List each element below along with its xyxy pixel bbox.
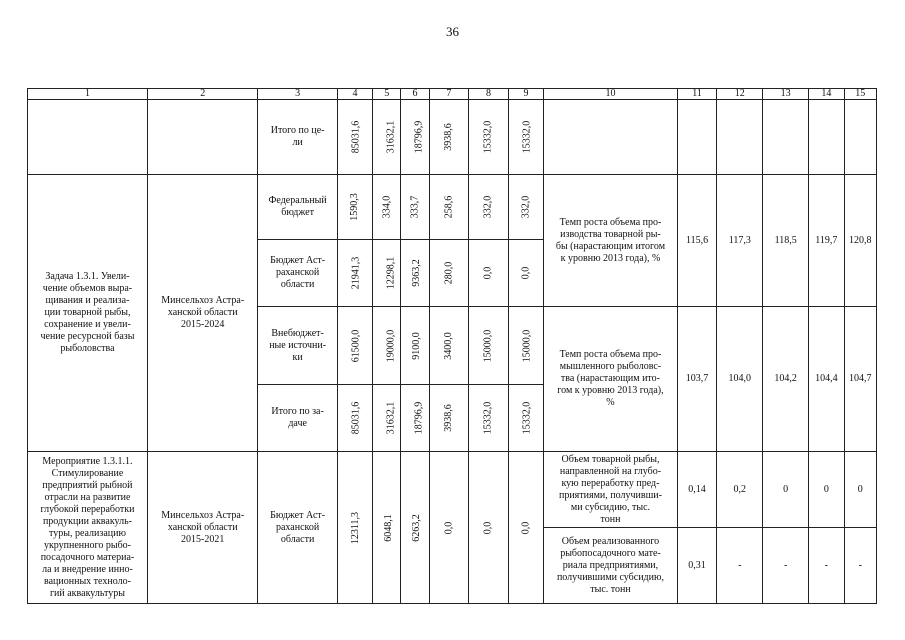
funding-value [429,100,469,175]
column-number: 7 [429,89,469,100]
funding-value [429,385,469,452]
vertical-value: 31632,1 [385,401,397,435]
vertical-value: 0,0 [519,266,531,280]
vertical-value: 15332,0 [521,120,533,154]
funding-value [469,307,509,385]
funding-value [337,452,372,604]
goal-total-row [28,100,877,175]
activity-row [28,452,877,528]
funding-value [373,100,401,175]
indicator-value: 120,8 [844,175,876,307]
funding-value [508,240,543,307]
indicator-name: Объем товарной рыбы, направленной на глубо- кую переработку пред- приятиями, получивши- ми субсидию, тыс. тонн [544,452,678,528]
funding-value [469,240,509,307]
funding-value [429,452,469,604]
column-number: 6 [401,89,429,100]
column-number: 9 [508,89,543,100]
empty-cell [28,100,148,175]
task-executor: Минсельхоз Астра- ханской области 2015-2024 [147,175,258,452]
funding-value [337,307,372,385]
vertical-value: 15332,0 [482,401,494,435]
vertical-value: 19000,0 [385,329,397,362]
column-number: 4 [337,89,372,100]
activity-executor: Минсельхоз Астра- ханской области 2015-2021 [147,452,258,604]
vertical-value: 334,0 [380,195,392,219]
indicator-value: 0 [809,452,844,528]
indicator-value: - [717,528,763,604]
indicator-name: Темп роста объема про- изводства товарной ры- бы (нарастающим итогом к уровню 2013 года), % [544,175,678,307]
funding-value [508,385,543,452]
funding-value [401,452,429,604]
column-number: 2 [147,89,258,100]
vertical-value: 18796,9 [413,401,425,435]
vertical-value: 31632,1 [385,120,397,154]
vertical-value: 0,0 [442,521,454,534]
vertical-value: 0,0 [482,266,494,280]
funding-value [508,452,543,604]
vertical-value: 6263,2 [411,513,423,542]
indicator-name: Темп роста объема про- мышленного рыболовс- тва (нарастающим ито- гом к уровню 2013 года), % [544,307,678,452]
column-number: 8 [469,89,509,100]
funding-value [469,385,509,452]
indicator-value: 104,7 [844,307,876,452]
funding-value [337,100,372,175]
indicator-value: - [844,528,876,604]
empty-cell [544,100,678,175]
funding-value [469,100,509,175]
indicator-value: 115,6 [677,175,717,307]
vertical-value: 6048,1 [382,513,394,542]
vertical-value: 0,0 [482,521,494,534]
column-number: 1 [28,89,148,100]
indicator-value: 0,2 [717,452,763,528]
column-number: 10 [544,89,678,100]
funding-value [337,240,372,307]
vertical-value: 85031,6 [350,401,361,435]
vertical-value: 15332,0 [521,401,533,435]
funding-source: Итого по це- ли [258,100,337,175]
funding-value [373,452,401,604]
funding-value [373,240,401,307]
column-number: 13 [763,89,809,100]
funding-value [401,307,429,385]
funding-value [508,175,543,240]
column-number: 15 [844,89,876,100]
funding-value [401,240,429,307]
vertical-value: 1590,3 [348,193,360,221]
column-number: 11 [677,89,717,100]
vertical-value: 280,0 [442,261,454,285]
funding-value [401,100,429,175]
program-table [27,88,877,604]
indicator-value: 118,5 [763,175,809,307]
vertical-value: 12311,3 [349,511,361,544]
vertical-value: 332,0 [482,195,494,219]
indicator-value: 104,0 [717,307,763,452]
empty-cell [717,100,763,175]
funding-value [337,175,372,240]
funding-value [429,240,469,307]
vertical-value: 21941,3 [350,256,361,290]
activity-name: Мероприятие 1.3.1.1. Стимулирование предприятий рыбной отрасли на развитие глубокой переработки продукции аквакуль- туры, реализацию укрупненного рыбо- посадочного материа- ла и внедрение инно- вационных техноло- гий аквакультуры [28,452,148,604]
indicator-value: 117,3 [717,175,763,307]
column-number: 14 [809,89,844,100]
funding-value [373,307,401,385]
vertical-value: 332,0 [519,195,531,219]
empty-cell [677,100,717,175]
column-number: 12 [717,89,763,100]
indicator-value: 0 [763,452,809,528]
empty-cell [147,100,258,175]
indicator-value: 119,7 [809,175,844,307]
funding-value [469,452,509,604]
vertical-value: 258,6 [442,195,454,219]
funding-value [401,175,429,240]
vertical-value: 9363,2 [411,259,423,287]
funding-source: Бюджет Аст- раханской области [258,452,337,604]
header-row [28,89,877,100]
vertical-value: 3938,6 [442,123,454,151]
funding-source: Бюджет Аст- раханской области [258,240,337,307]
indicator-value: - [809,528,844,604]
page-number: 36 [446,24,459,39]
funding-value [429,307,469,385]
indicator-value: 0,31 [677,528,717,604]
funding-value [373,385,401,452]
funding-source: Итого по за- даче [258,385,337,452]
vertical-value: 9100,0 [411,331,423,360]
vertical-value: 15000,0 [482,329,494,362]
vertical-value: 0,0 [519,521,531,534]
vertical-value: 18796,9 [413,120,425,154]
funding-value [508,100,543,175]
indicator-value: 103,7 [677,307,717,452]
vertical-value: 61500,0 [350,329,361,362]
funding-value [429,175,469,240]
empty-cell [809,100,844,175]
indicator-value: 104,4 [809,307,844,452]
vertical-value: 333,7 [408,195,420,219]
indicator-value: 0,14 [677,452,717,528]
vertical-value: 12298,1 [385,256,397,290]
funding-value [373,175,401,240]
indicator-name: Объем реализованного рыбопосадочного мате- риала предприятиями, получившими субсидию, тыс. тонн [544,528,678,604]
vertical-value: 85031,6 [350,120,361,154]
empty-cell [763,100,809,175]
vertical-value: 3938,6 [442,404,454,432]
indicator-value: 104,2 [763,307,809,452]
column-number: 3 [258,89,337,100]
task-row [28,175,877,240]
vertical-value: 15332,0 [482,120,494,154]
indicator-value: - [763,528,809,604]
task-name: Задача 1.3.1. Увели- чение объемов выра- щивания и реализа- ции товарной рыбы, сохранение и увели- чение ресурсной базы рыболовства [28,175,148,452]
column-number: 5 [373,89,401,100]
funding-value [469,175,509,240]
funding-value [508,307,543,385]
funding-source: Внебюджет- ные источни- ки [258,307,337,385]
funding-value [401,385,429,452]
vertical-value: 15000,0 [521,329,533,362]
empty-cell [844,100,876,175]
funding-value [337,385,372,452]
funding-source: Федеральный бюджет [258,175,337,240]
vertical-value: 3400,0 [442,331,454,360]
indicator-value: 0 [844,452,876,528]
